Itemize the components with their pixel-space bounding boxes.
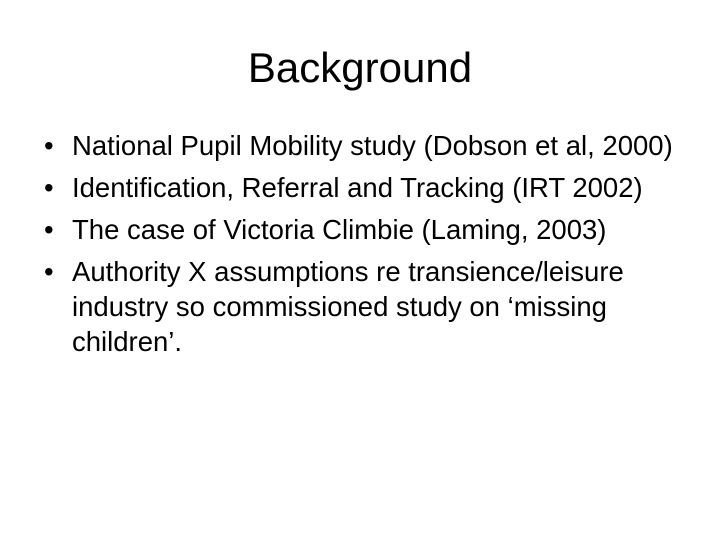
list-item	[40, 170, 680, 205]
bullet-icon: •	[44, 214, 54, 245]
bullet-icon: •	[44, 256, 54, 287]
bullet-text: Authority X assumptions re transience/leisure industry so commissioned study on ‘missing children’.	[72, 256, 624, 357]
list-item	[40, 128, 680, 163]
bullet-icon: •	[44, 172, 54, 203]
list-item	[40, 254, 680, 359]
bullet-list	[40, 128, 680, 366]
bullet-text: The case of Victoria Climbie (Laming, 2003)	[72, 214, 607, 245]
slide-title: Background	[247, 44, 473, 91]
bullet-icon: •	[44, 130, 54, 161]
bullet-text: Identification, Referral and Tracking (IRT 2002)	[72, 172, 643, 203]
bullet-text: National Pupil Mobility study (Dobson et al, 2000)	[72, 130, 673, 161]
list-item	[40, 212, 680, 247]
